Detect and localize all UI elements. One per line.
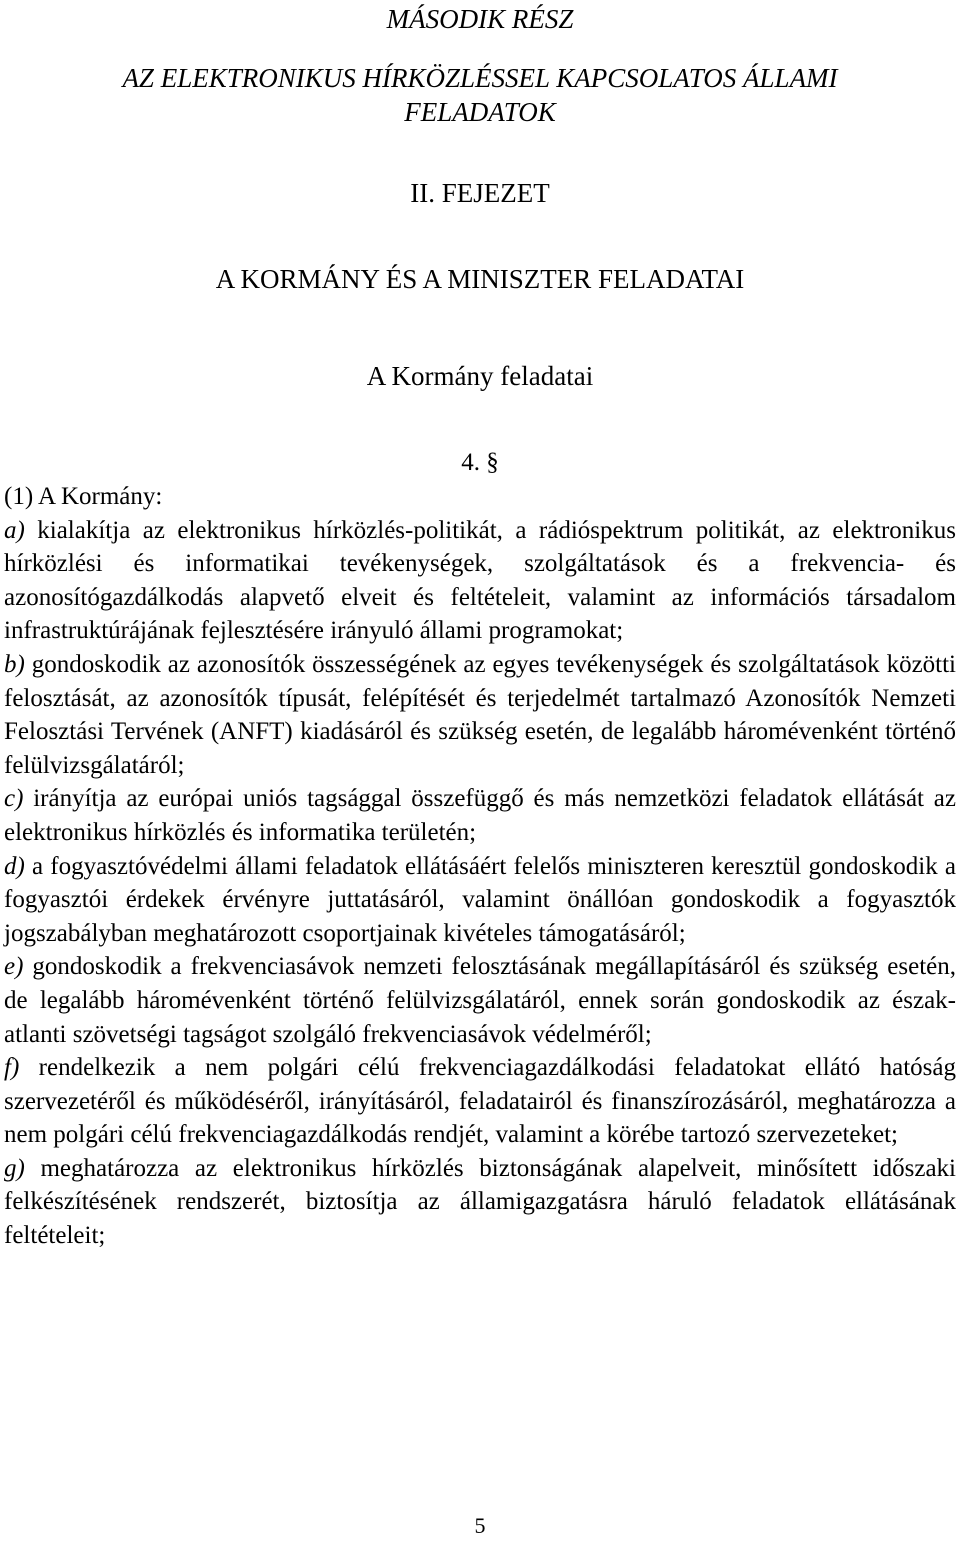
intro-line: (1) A Kormány: [4, 483, 163, 510]
list-item-g [4, 1152, 956, 1253]
list-item-f [4, 1051, 956, 1152]
list-item-c [4, 782, 956, 849]
item-text: meghatározza az elektronikus hírközlés biztonságának alapelveit, minősített időszaki felkészítésének rendszerét, biztosítja az államigazgatásra háruló feladatok ellátásának feltételeit; [4, 1154, 956, 1250]
part-title-line-2: FELADATOK [404, 97, 556, 127]
paragraph-mark: 4. § [461, 449, 499, 476]
section-subtitle: A Kormány feladatai [366, 361, 594, 391]
list-item-e [4, 950, 956, 1051]
item-text: gondoskodik a frekvenciasávok nemzeti felosztásának megállapításáról és szükség esetén, de legalább háromévenként történő felülvizsgálatáról, ennek során gondoskodik az észak-atlanti szövetségi tagságot szolgáló frekvenciasávok védelméről; [4, 953, 956, 1048]
item-text: gondoskodik az azonosítók összességének az egyes tevékenységek és szolgáltatások közötti felosztását, az azonosítók típusát, felépítését és terjedelmét tartalmazó Azonosítók Nemzeti Felosztási Tervének (ANFT) kiadásáról és szükség esetén, de legalább háromévenként történő felülvizsgálatáról; [4, 650, 956, 779]
chapter-label: II. FEJEZET [410, 178, 550, 208]
chapter-title: A KORMÁNY ÉS A MINISZTER FELADATAI [215, 264, 745, 294]
item-letter: c) [4, 785, 24, 813]
item-letter: g) [4, 1154, 25, 1182]
item-letter: e) [4, 953, 24, 981]
item-text: rendelkezik a nem polgári célú frekvenciagazdálkodási feladatokat ellátó hatóság szervezetéről és működéséről, irányításáról, feladatairól és finanszírozásáról, meghatározza a nem polgári célú frekvenciagazdálkodás rendjét, valamint a körébe tartozó szervezeteket; [4, 1054, 956, 1149]
item-text: kialakítja az elektronikus hírközlés-politikát, a rádióspektrum politikát, az elektronikus hírközlési és informatikai tevékenységek, szolgáltatások és a frekvencia- és azonosítógazdálkodás alapvető elveit és feltételeit, valamint az információs társadalom infrastruktúrájának fejlesztésére irányuló állami programokat; [4, 516, 956, 645]
item-letter: b) [4, 650, 25, 678]
item-text: irányítja az európai uniós tagsággal összefüggő és más nemzetközi feladatok ellátását az elektronikus hírközlés és informatika területén; [4, 785, 956, 846]
list-item-b [4, 648, 956, 782]
item-letter: a) [4, 516, 25, 544]
list-item-d [4, 850, 956, 951]
page-number: 5 [474, 1513, 486, 1538]
item-letter: f) [4, 1054, 20, 1082]
list-item-a [4, 514, 956, 648]
part-label: MÁSODIK RÉSZ [386, 4, 574, 34]
part-title-line-1: AZ ELEKTRONIKUS HÍRKÖZLÉSSEL KAPCSOLATOS ÁLLAMI [122, 63, 838, 93]
item-letter: d) [4, 852, 25, 880]
item-text: a fogyasztóvédelmi állami feladatok ellátásáért felelős miniszteren keresztül gondoskodik a fogyasztói érdekek érvényre juttatásáról, valamint önállóan gondoskodik a fogyasztók jogszabályban meghatározott csoportjainak kivételes támogatásáról; [4, 852, 956, 947]
body-text [4, 480, 956, 1253]
